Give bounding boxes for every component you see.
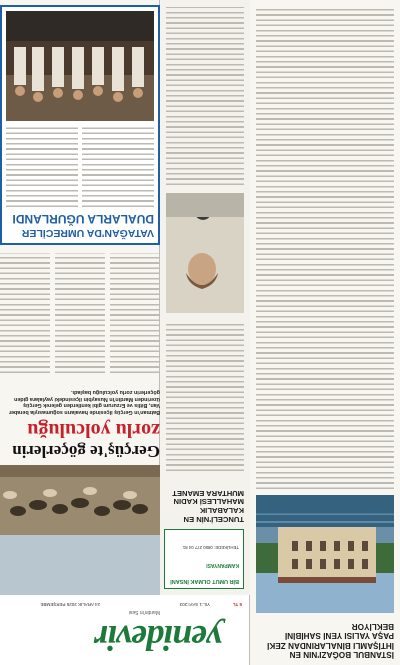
campaign-line: TEHLİKEDE: 0850 277 04 81 (182, 545, 239, 550)
side-box (159, 0, 250, 595)
masthead-logo: yenidevir (95, 618, 222, 658)
umre-headline-line2: DUALARLA UĞURLANDI (12, 212, 154, 226)
muhtar-photo (166, 193, 244, 313)
muhtar-photo-graphic (166, 193, 244, 313)
tunceli-body-2 (166, 7, 244, 185)
main-headline-line2: zorlu yolculuğu (27, 419, 160, 441)
main-headline-line1: Gerçüş'te göçerlerin (12, 442, 160, 461)
main-body-col-3 (0, 253, 50, 373)
main-deck: Batman'ın Gerçüş ilçesinde havaların soğumasıyla beraber Van, Bitlis ve Erzurum gibi kentlerden gelerek Gerçüş üzerinden Mardin'in Nusaybin ilçesindeki yaylalara giden göçerlerin zorlu yolculuğu başladı. (8, 389, 160, 415)
main-body-col-2 (55, 253, 105, 373)
masthead-tagline: Mardin'in Sesi (128, 609, 160, 615)
masthead-price: 5 TL (232, 602, 242, 607)
umre-photo-graphic (6, 11, 154, 121)
masthead-issue: YIL:1 SAYI:203 (179, 602, 210, 607)
masthead-date: 24 ARALIK 2025 PERŞEMBE (40, 602, 100, 607)
left-strip-body (256, 9, 394, 489)
campaign-sub: KAMPANYASI (206, 562, 239, 568)
umre-photo (6, 11, 154, 121)
umre-headline-line1: VATAĞAN'DA UMRECİLER (21, 227, 154, 239)
left-strip (249, 0, 400, 665)
main-photo-graphic (0, 465, 160, 595)
left-strip-headline: İSTANBUL BOĞAZI'NIN EN İHTİŞAMLI BİNALARINDAN ZEKİ PAŞA YALISI YENİ SAHİBİNİ BEKLİYOR (267, 621, 394, 659)
tunceli-headline: TUNCELİ'NİN EN KALABALIK MAHALLESİ KADIN MUHTARA EMANET (172, 488, 244, 524)
campaign-title: BİR UMUT OLMAK İNSANİ (170, 578, 239, 584)
umre-box (0, 5, 160, 245)
main-story (0, 0, 160, 595)
masthead (0, 594, 250, 665)
campaign-notice (164, 529, 244, 589)
main-photo (0, 465, 160, 595)
umre-body-col-1 (82, 127, 154, 207)
tunceli-body (166, 321, 244, 471)
yali-photo (256, 495, 394, 613)
umre-body-col-2 (6, 127, 78, 207)
yali-photo-graphic (256, 495, 394, 613)
main-body-col-1 (110, 253, 160, 373)
